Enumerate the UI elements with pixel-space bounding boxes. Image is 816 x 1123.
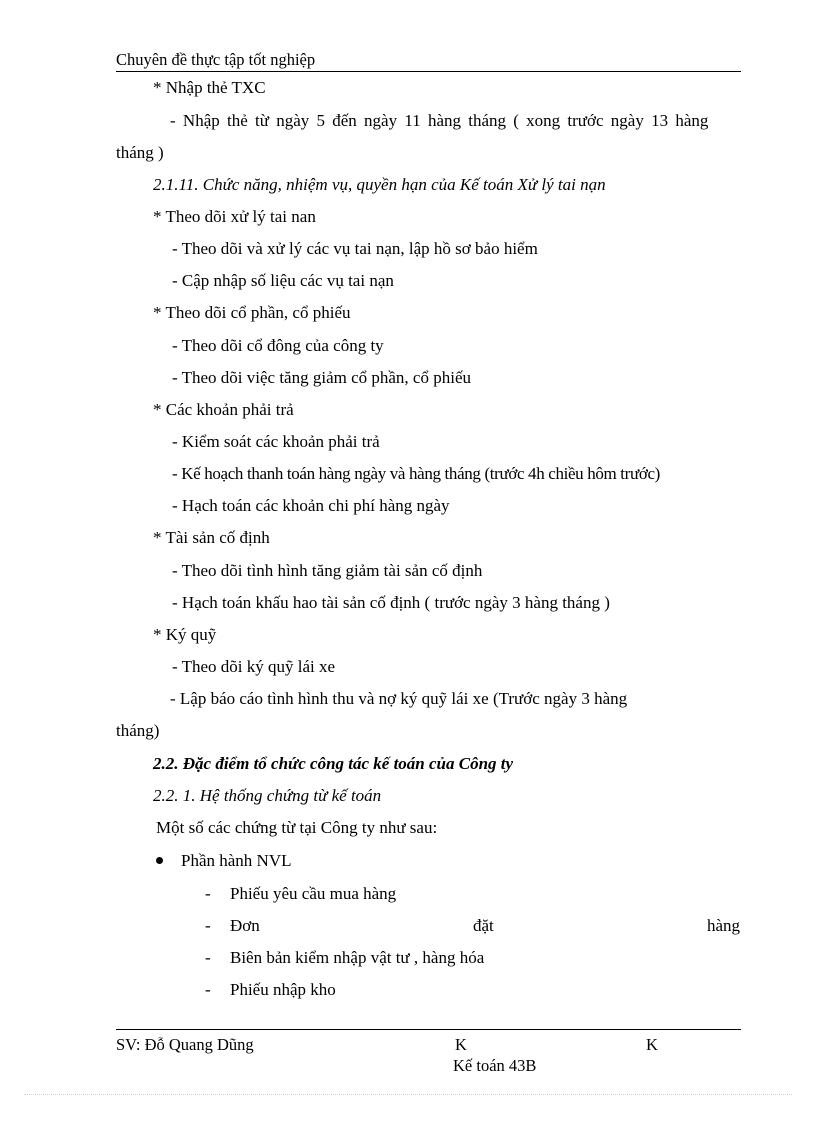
doc-item-phieu-nhap-kho: Phiếu nhập kho — [230, 980, 336, 999]
sub-item-bao-cao-ky-quy-line-1: - Lập báo cáo tình hình thu và nợ ký quỹ lái xe (Trước ngày 3 hàng — [170, 689, 628, 708]
dash-marker: - — [205, 884, 211, 903]
footer-k-left: K — [455, 1035, 467, 1054]
dash-marker: - — [205, 916, 211, 935]
section-2-2-1-title: 2.2. 1. Hệ thống chứng từ kế toán — [153, 786, 382, 805]
page-bottom-dotted-line — [24, 1094, 792, 1095]
paragraph-line-1: - Nhập thẻ từ ngày 5 đến ngày 11 hàng tháng ( xong trước ngày 13 hàng — [170, 111, 709, 130]
doc-item-bien-ban: Biên bản kiểm nhập vật tư , hàng hóa — [230, 948, 485, 967]
sub-item-theo-doi-ky-quy: - Theo dõi ký quỹ lái xe — [172, 657, 336, 676]
sub-item-bao-cao-ky-quy-line-2: tháng) — [116, 721, 160, 740]
bullet-icon — [156, 857, 163, 864]
footer-student: SV: Đỗ Quang Dũng — [116, 1035, 254, 1054]
sub-item-kiem-soat: - Kiểm soát các khoản phải trả — [172, 432, 380, 451]
sub-item-ke-hoach-thanh-toan: - Kế hoạch thanh toán hàng ngày và hàng tháng (trước 4h chiều hôm trước) — [172, 464, 660, 483]
dash-marker: - — [205, 948, 211, 967]
sub-item-khau-hao: - Hạch toán khấu hao tài sản cố định ( trước ngày 3 hàng tháng ) — [172, 593, 610, 612]
heading-nhap-the-txc: * Nhập thẻ TXC — [153, 78, 266, 97]
item-ky-quy: * Ký quỹ — [153, 625, 217, 644]
item-khoan-phai-tra: * Các khoản phải trả — [153, 400, 294, 419]
bullet-phan-hanh-nvl: Phần hành NVL — [181, 851, 292, 870]
dash-marker: - — [205, 980, 211, 999]
sub-item-co-dong: - Theo dõi cổ đông của công ty — [172, 336, 384, 355]
intro-chung-tu: Một số các chứng từ tại Công ty như sau: — [156, 818, 438, 837]
item-tai-san-co-dinh: * Tài sản cố định — [153, 528, 270, 547]
sub-item-tinh-hinh-tai-san: - Theo dõi tình hình tăng giảm tài sản cố định — [172, 561, 483, 580]
footer-k-right: K — [646, 1035, 658, 1054]
item-theo-doi-tai-nan: * Theo dõi xử lý tai nan — [153, 207, 316, 226]
footer-class: Kế toán 43B — [453, 1056, 537, 1075]
sub-item-chi-phi: - Hạch toán các khoản chi phí hàng ngày — [172, 496, 450, 515]
word-dat: đặt — [472, 916, 494, 935]
word-don: Đơn — [230, 916, 260, 935]
doc-item-don-dat-hang — [230, 915, 740, 937]
header-title: Chuyên đề thực tập tốt nghiệp — [116, 50, 316, 69]
paragraph-nhap-the — [170, 110, 740, 132]
doc-item-phieu-yeu-cau: Phiếu yêu cầu mua hàng — [230, 884, 397, 903]
item-co-phan-co-phieu: * Theo dõi cổ phần, cổ phiếu — [153, 303, 351, 322]
sub-item-tang-giam-co-phan: - Theo dõi việc tăng giảm cổ phần, cổ phiếu — [172, 368, 471, 387]
paragraph-line-2: tháng ) — [116, 143, 164, 162]
sub-item-cap-nhap-so-lieu: - Cập nhập số liệu các vụ tai nạn — [172, 271, 394, 290]
section-2-1-11-title: 2.1.11. Chức năng, nhiệm vụ, quyền hạn của Kế toán Xử lý tai nạn — [153, 175, 606, 194]
footer-rule — [116, 1029, 741, 1030]
page-header — [116, 49, 741, 72]
sub-item-xu-ly-tai-nan: - Theo dõi và xử lý các vụ tai nạn, lập hồ sơ bảo hiểm — [172, 239, 538, 258]
section-2-2-title: 2.2. Đặc điểm tổ chức công tác kế toán của Công ty — [153, 754, 514, 773]
word-hang: hàng — [706, 916, 740, 935]
